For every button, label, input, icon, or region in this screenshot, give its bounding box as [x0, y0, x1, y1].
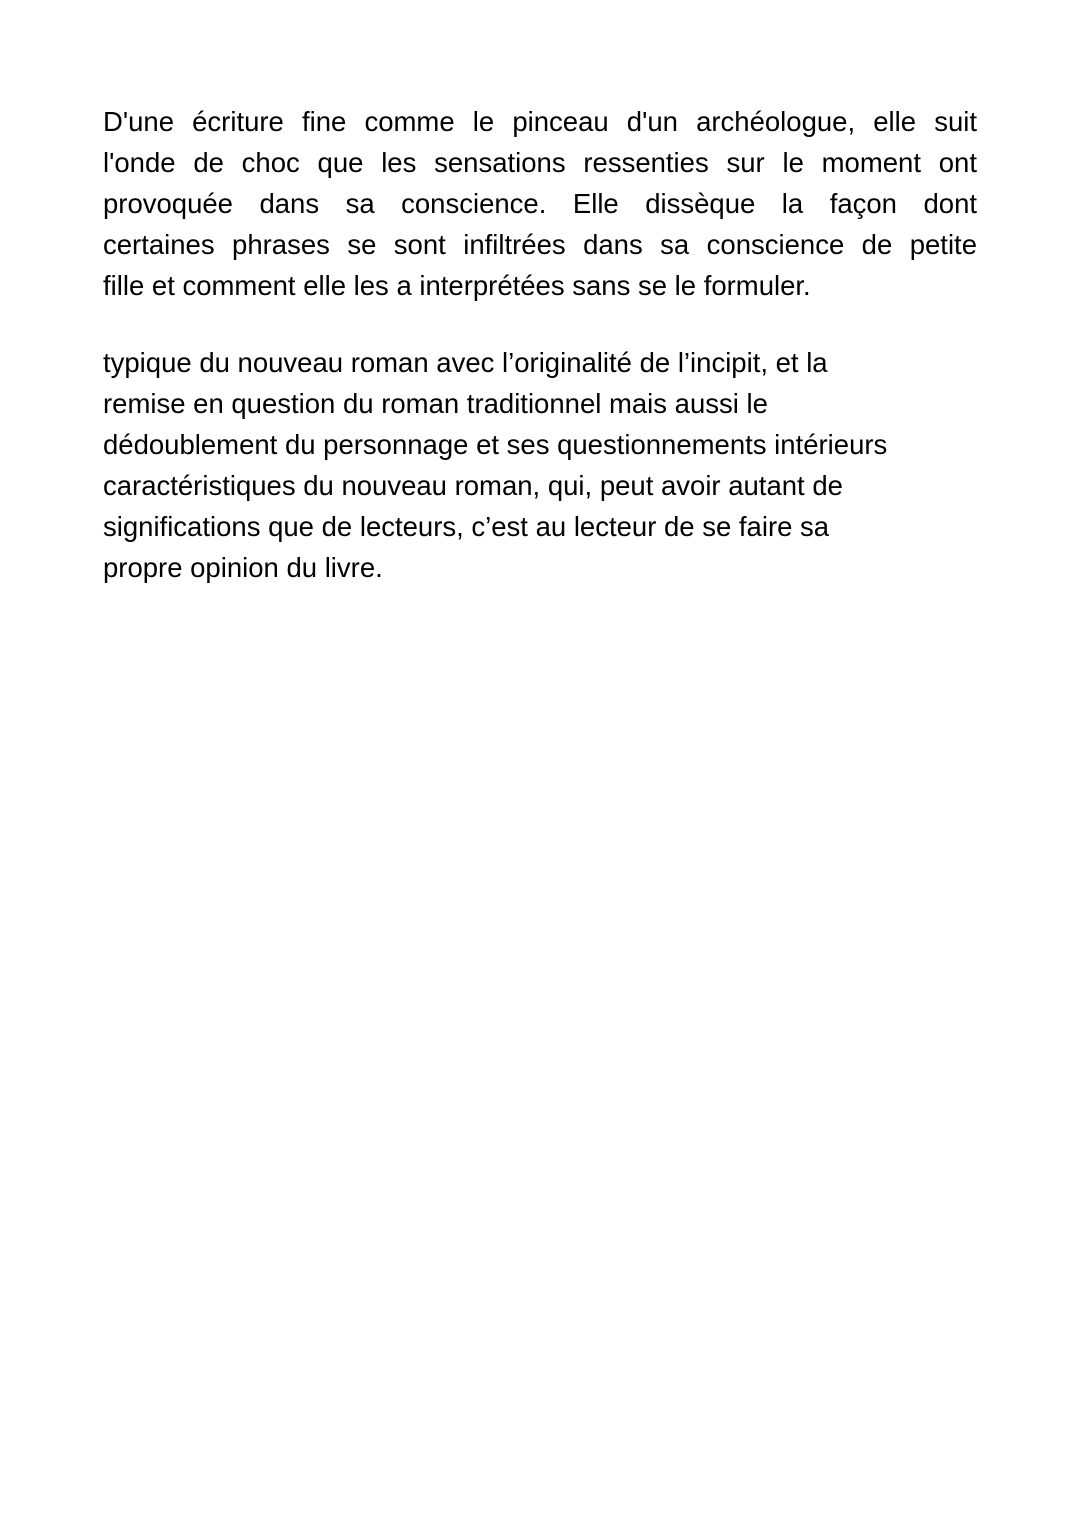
paragraph-2 [103, 342, 977, 588]
paragraph-2-line: dédoublement du personnage et ses questionnements intérieurs [103, 429, 888, 460]
paragraph-1 [103, 101, 977, 306]
paragraph-1-line: provoquée dans sa conscience. Elle dissèque la façon dont [103, 188, 977, 219]
paragraph-1-line: fille et comment elle les a interprétées sans se le formuler. [103, 270, 811, 301]
paragraph-2-line: remise en question du roman traditionnel mais aussi le [103, 388, 768, 419]
paragraph-2-line: significations que de lecteurs, c’est au lecteur de se faire sa [103, 511, 830, 542]
paragraph-1-line: certaines phrases se sont infiltrées dans sa conscience de petite [103, 229, 977, 260]
paragraph-2-line: caractéristiques du nouveau roman, qui, peut avoir autant de [103, 470, 843, 501]
paragraph-1-line: l'onde de choc que les sensations ressenties sur le moment ont [103, 147, 977, 178]
paragraph-1-line: D'une écriture fine comme le pinceau d'un archéologue, elle suit [103, 106, 977, 137]
paragraph-2-line: typique du nouveau roman avec l’originalité de l’incipit, et la [103, 347, 828, 378]
paragraph-2-line: propre opinion du livre. [103, 552, 383, 583]
